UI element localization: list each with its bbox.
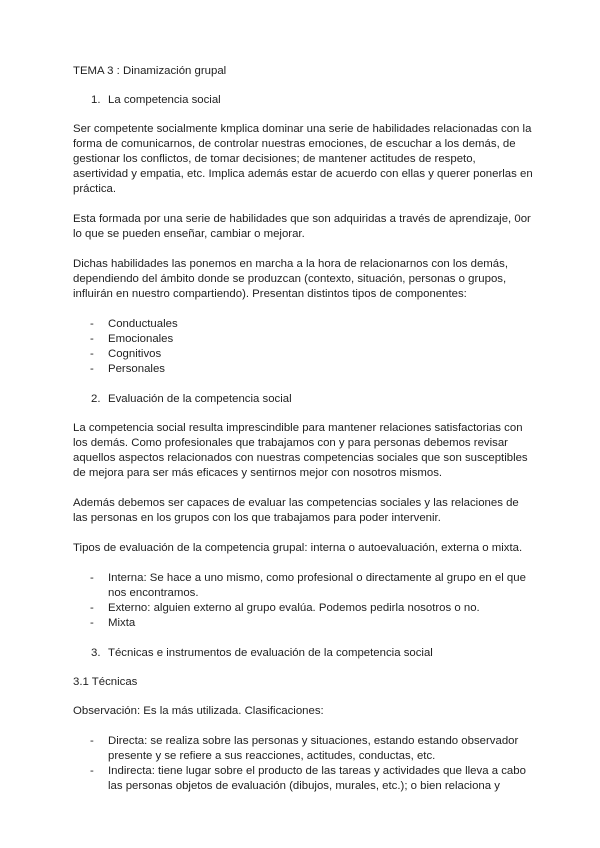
- section-title: La competencia social: [108, 94, 221, 106]
- section-heading-2: [91, 392, 533, 407]
- evaluation-types-list: [73, 571, 533, 631]
- paragraph-5: Además debemos ser capaces de evaluar las competencias sociales y las relaciones de las personas en los grupos con los que trabajamos para poder intervenir.: [73, 497, 519, 524]
- section-title: Evaluación de la competencia social: [108, 393, 292, 405]
- subsection-heading: 3.1 Técnicas: [73, 676, 138, 688]
- paragraph-1: Ser competente socialmente kmplica dominar una serie de habilidades relacionadas con la forma de comunicarnos, de controlar nuestras emociones, de escuchar a los demás, de gestionar los conflictos, de tomar decisiones; de mantener actitudes de respeto, asertividad y empatia, etc. Implica además estar de acuerdo con ellas y querer ponerlas en práctica.: [73, 123, 533, 195]
- section-heading-1: [91, 93, 533, 108]
- list-item: - Conductuales: [90, 318, 178, 330]
- list-item: - Personales: [90, 363, 165, 375]
- list-item: - Indirecta: tiene lugar sobre el producto de las tareas y actividades que lleva a cabo las personas objetos de evaluación (dibujos, murales, etc.); o bien relaciona y: [90, 765, 526, 792]
- section-number: 3.: [91, 647, 101, 659]
- document-title: TEMA 3 : Dinamización grupal: [73, 65, 227, 77]
- paragraph-3: Dichas habilidades las ponemos en marcha a la hora de relacionarnos con los demás, dependiendo del ámbito donde se produzcan (contexto, situación, personas o grupos, influirán en nuestro compartiendo). Presentan distintos tipos de componentes:: [73, 258, 508, 300]
- section-number: 1.: [91, 94, 101, 106]
- section-title: Técnicas e instrumentos de evaluación de la competencia social: [108, 647, 433, 659]
- paragraph-7: Observación: Es la más utilizada. Clasificaciones:: [73, 705, 324, 717]
- list-item: - Cognitivos: [90, 348, 162, 360]
- list-item: - Mixta: [90, 617, 136, 629]
- list-item: - Emocionales: [90, 333, 174, 345]
- components-list: [73, 317, 533, 377]
- paragraph-2: Esta formada por una serie de habilidades que son adquiridas a través de aprendizaje, 0or lo que se pueden enseñar, cambiar o mejorar.: [73, 213, 531, 240]
- paragraph-6: Tipos de evaluación de la competencia grupal: interna o autoevaluación, externa o mixta.: [73, 542, 523, 554]
- section-heading-3: [91, 646, 533, 661]
- list-item: - Externo: alguien externo al grupo evalúa. Podemos pedirla nosotros o no.: [90, 602, 480, 614]
- paragraph-4: La competencia social resulta imprescindible para mantener relaciones satisfactorias con los demás. Como profesionales que trabajamos con y para personas debemos revisar aquellos aspectos relacionados con nuestras competencias sociales que son susceptibles de mejora para ser más eficaces y sentirnos mejor con nosotros mismos.: [73, 422, 528, 479]
- document-body: [73, 64, 533, 809]
- list-item: - Directa: se realiza sobre las personas y situaciones, estando estando observador presente y se refiere a sus reacciones, actitudes, conductas, etc.: [90, 735, 519, 762]
- section-number: 2.: [91, 393, 101, 405]
- observation-list: [73, 734, 533, 794]
- list-item: - Interna: Se hace a uno mismo, como profesional o directamente al grupo en el que nos encontramos.: [90, 572, 526, 599]
